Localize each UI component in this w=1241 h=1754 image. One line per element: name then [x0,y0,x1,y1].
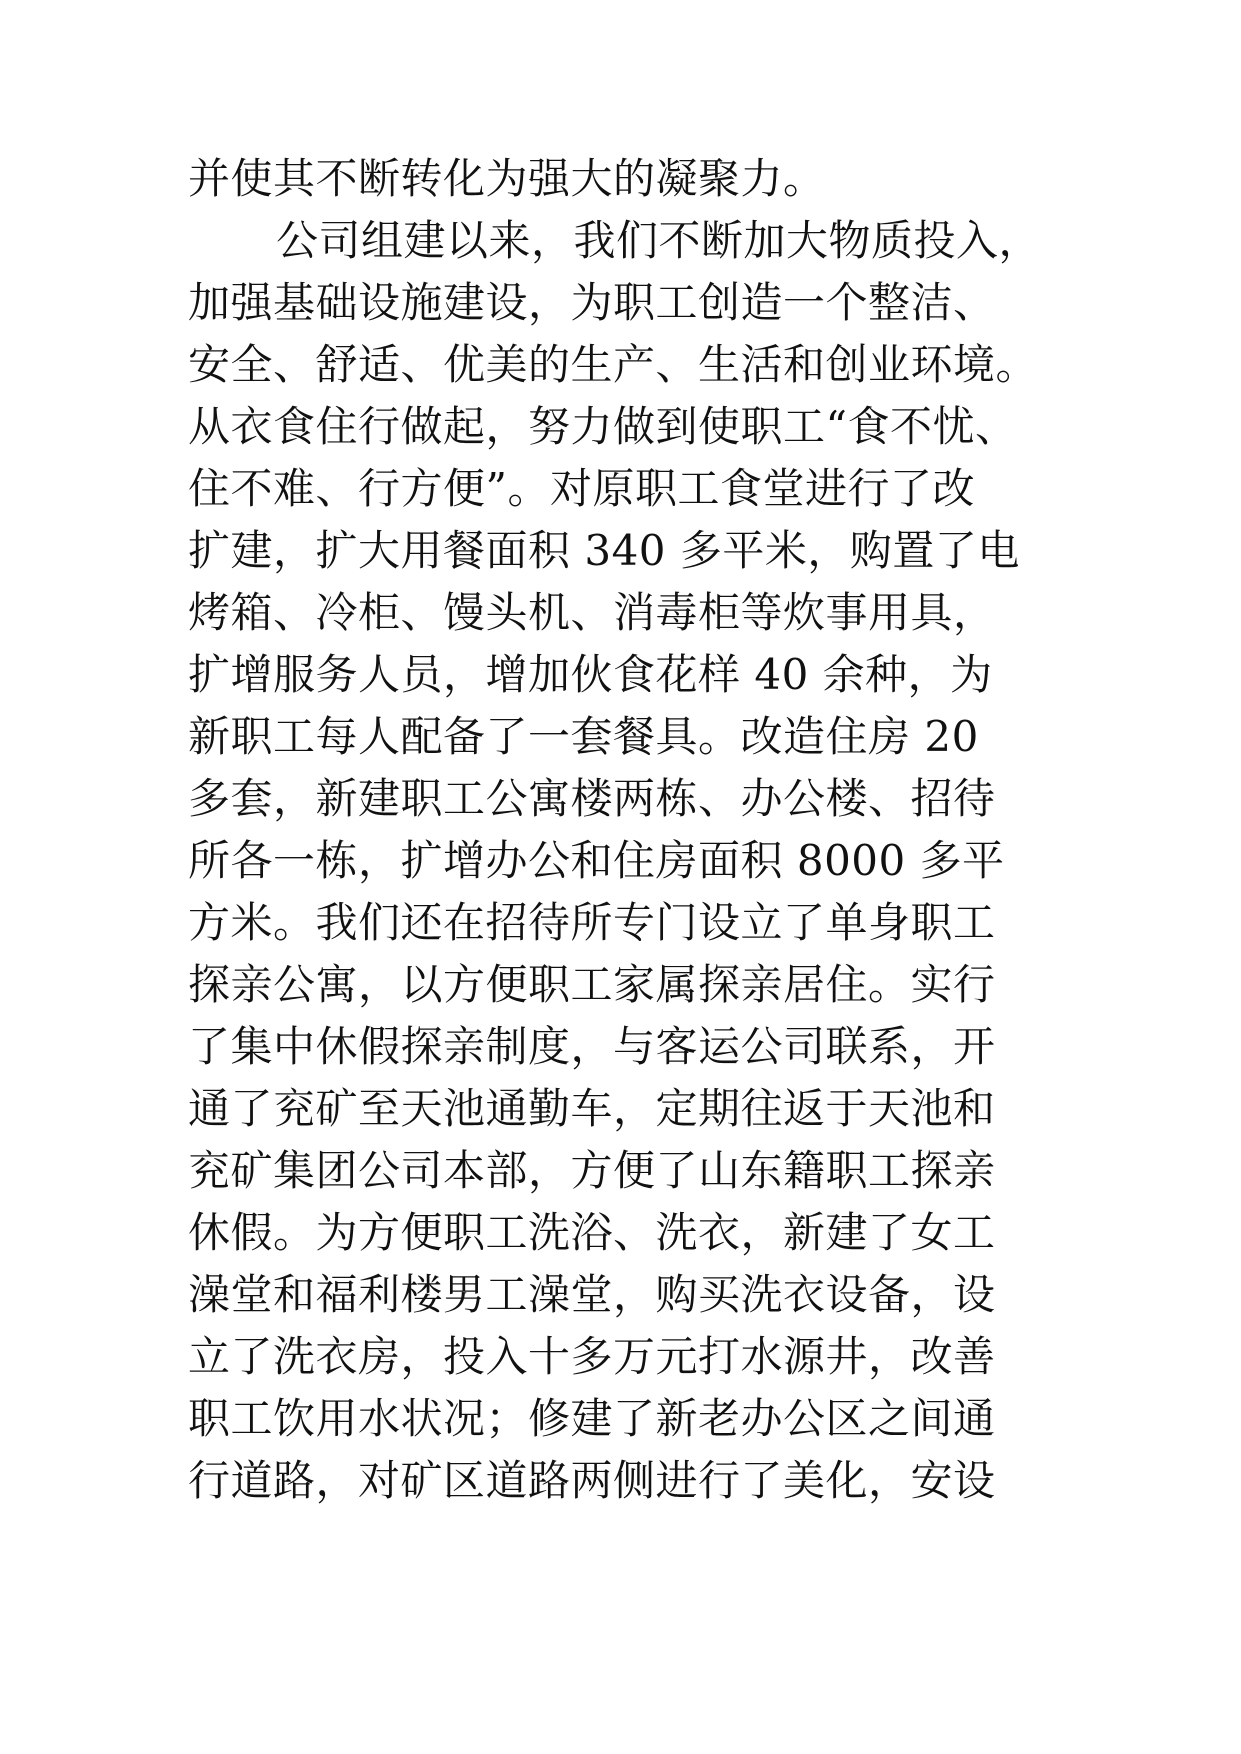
text-line: 新职工每人配备了一套餐具。改造住房 20 [188,712,979,761]
text-line: 烤箱、冷柜、馒头机、消毒柜等炊事用具， [188,588,996,637]
text-line: 探亲公寓，以方便职工家属探亲居住。实行 [188,960,996,1009]
text-line: 从衣食住行做起，努力做到使职工“食不忧、 [188,402,1018,451]
text-line: 休假。为方便职工洗浴、洗衣，新建了女工 [188,1208,996,1257]
text-line: 职工饮用水状况；修建了新老办公区之间通 [188,1394,996,1443]
text-line: 澡堂和福利楼男工澡堂，购买洗衣设备，设 [188,1270,996,1319]
text-line: 立了洗衣房，投入十多万元打水源井，改善 [188,1332,996,1381]
text-line: 扩建，扩大用餐面积 340 多平米，购置了电 [188,526,1020,575]
paragraph-first-line: 公司组建以来，我们不断加大物质投入， [276,216,1042,265]
text-line: 住不难、行方便”。对原职工食堂进行了改 [188,464,975,513]
text-line: 并使其不断转化为强大的凝聚力。 [188,154,826,203]
text-line: 兖矿集团公司本部，方便了山东籍职工探亲 [188,1146,996,1195]
text-line: 行道路，对矿区道路两侧进行了美化，安设 [188,1456,996,1505]
text-line: 方米。我们还在招待所专门设立了单身职工 [188,898,996,947]
text-line: 所各一栋，扩增办公和住房面积 8000 多平 [188,836,1005,885]
text-line: 加强基础设施建设，为职工创造一个整洁、 [188,278,996,327]
body-text [188,148,1088,1512]
text-line: 安全、舒适、优美的生产、生活和创业环境。 [188,340,1039,389]
text-line: 扩增服务人员，增加伙食花样 40 余种，为 [188,650,993,699]
text-line: 通了兖矿至天池通勤车，定期往返于天池和 [188,1084,996,1133]
text-line: 多套，新建职工公寓楼两栋、办公楼、招待 [188,774,996,823]
text-line: 了集中休假探亲制度，与客运公司联系，开 [188,1022,996,1071]
